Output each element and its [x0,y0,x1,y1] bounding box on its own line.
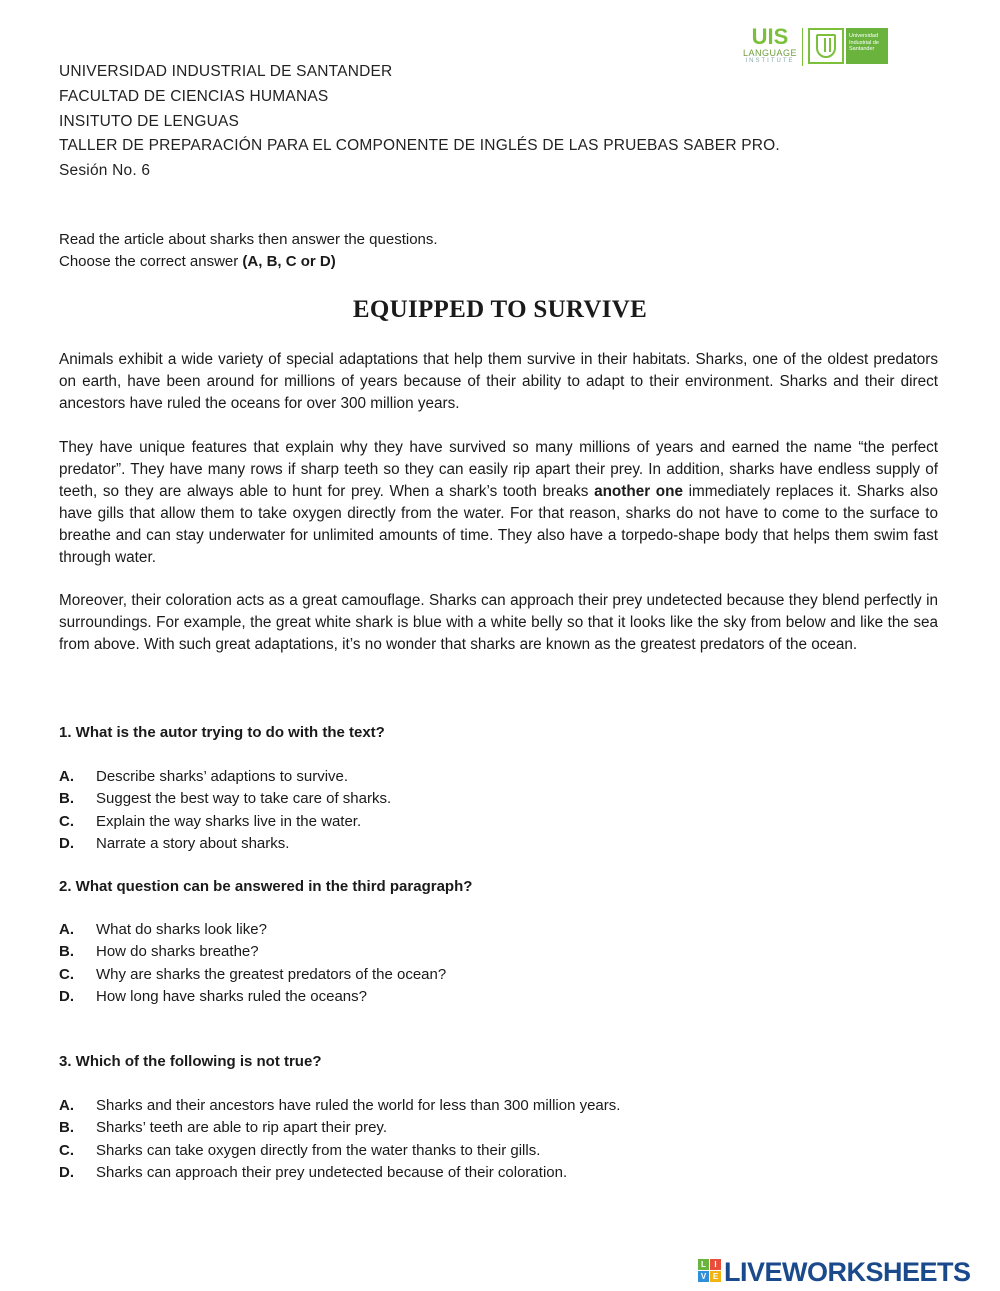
document-header [59,60,780,184]
option-text: Why are sharks the greatest predators of the ocean? [96,965,447,983]
instruction-choose-text: Choose the correct answer [59,253,243,270]
option-letter: B. [59,943,74,961]
header-institute: INSITUTO DE LENGUAS [59,112,240,130]
option-letter: D. [59,1163,74,1181]
option-letter: C. [59,965,74,983]
question-2: 2. What question can be answered in the third paragraph? [59,878,473,895]
logo-divider [802,28,803,66]
university-emblem-icon [808,28,844,64]
option-text: How long have sharks ruled the oceans? [96,987,367,1005]
option-text: Sharks can take oxygen directly from the water thanks to their gills. [96,1141,541,1159]
block-e: E [710,1271,721,1282]
block-v: V [698,1271,709,1282]
question-3: 3. Which of the following is not true? [59,1053,322,1070]
uis-text: UIS [751,24,789,49]
option-text: How do sharks breathe? [96,943,259,961]
option-letter: D. [59,834,74,852]
paragraph-2-part-1: They have unique features that explain why they have survived so many millions of years and earned the name “the perfect predator”. They have many rows if sharp teeth so they can easily rip apart their prey. In addition, sharks have endless supply of teeth, so they are always able to hunt for prey. When a shark’s tooth breaks [59,439,938,500]
university-name-box: Universidad Industrial de Santander [846,28,888,64]
institute-text: INSTITUTE [745,58,795,64]
article-title: EQUIPPED TO SURVIVE [352,296,648,323]
instruction-read: Read the article about sharks then answer the questions. [59,231,438,248]
option-letter: B. [59,790,74,808]
language-text: LANGUAGE [742,48,797,58]
option-text: Narrate a story about sharks. [96,834,290,852]
header-session: Sesión No. 6 [59,162,151,180]
block-i: I [710,1259,721,1270]
liveworksheets-wordmark: LIVEWORKSHEETS [724,1257,971,1287]
option-letter: D. [59,987,74,1005]
header-faculty: FACULTAD DE CIENCIAS HUMANAS [59,87,329,105]
option-letter: A. [59,921,74,938]
option-text: What do sharks look like? [96,921,267,938]
option-text: Suggest the best way to take care of sharks. [96,790,392,808]
option-letter: A. [59,1097,74,1114]
option-letter: A. [59,768,74,785]
paragraph-2-bold: another one [594,483,683,500]
header-workshop: TALLER DE PREPARACIÓN PARA EL COMPONENTE DE INGLÉS DE LAS PRUEBAS SABER PRO. [59,137,780,155]
liveworksheets-logo [698,1257,998,1287]
option-text: Explain the way sharks live in the water. [96,812,362,830]
instructions [59,229,438,273]
option-text: Describe sharks’ adaptions to survive. [96,768,349,785]
paragraph-2 [59,437,938,569]
question-1: 1. What is the autor trying to do with the text? [59,724,385,741]
paragraph-3: Moreover, their coloration acts as a great camouflage. Sharks can approach their prey undetected because they blend perfectly in surroundings. For example, the great white shark is blue with a white belly so that it looks like the sky from below and like the sea from above. With such great adaptations, it’s no wonder that sharks are known as the greatest predators of the ocean. [59,592,938,653]
header-university: UNIVERSIDAD INDUSTRIAL DE SANTANDER [59,63,393,80]
paragraph-2-part-2: immediately replaces it. Sharks also have gills that allow them to take oxygen directly from the water. For that reason, sharks do not have to come to the surface to breathe and can stay underwater for unlimited amounts of time. They also have a torpedo-shape body that helps them swim fast through water. [59,483,938,566]
option-letter: C. [59,1141,74,1159]
block-l: L [698,1259,709,1270]
option-text: Sharks’ teeth are able to rip apart their prey. [96,1119,387,1137]
option-text: Sharks can approach their prey undetected because of their coloration. [96,1163,568,1181]
instruction-choose-options: (A, B, C or D) [242,253,336,270]
option-letter: B. [59,1119,74,1137]
option-letter: C. [59,812,74,830]
paragraph-1: Animals exhibit a wide variety of special adaptations that help them survive in their habitats. Sharks, one of the oldest predators on earth, have been around for millions of years because of their ability to adapt to their environment. Sharks and their direct ancestors have ruled the oceans for over 300 million years. [59,351,938,412]
instruction-choose [59,251,438,273]
option-text: Sharks and their ancestors have ruled the world for less than 300 million years. [96,1097,621,1114]
liveworksheets-blocks-icon [698,1259,722,1283]
